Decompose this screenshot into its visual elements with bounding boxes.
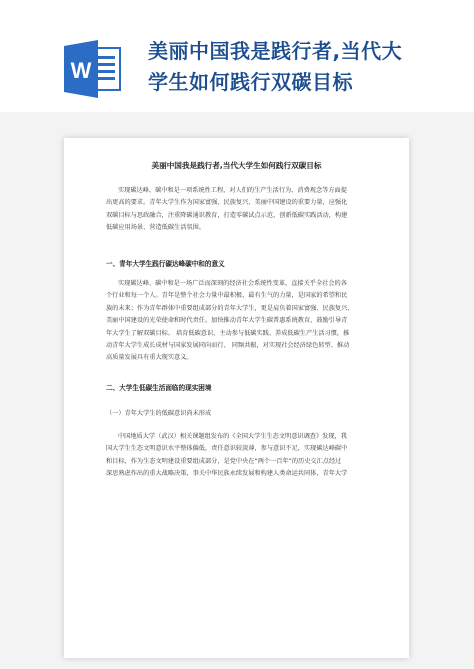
text-line: 出更高的要求。青年大学生作为国家富强、民族复兴、美丽中国建设的重要力量，应强化 [106,199,348,207]
text-line: 族的未来；作为青年群体中重要组成部分的青年大学生，更是肩负着国家富强、民族复兴、 [106,304,354,312]
text-line: 实现碳达峰、碳中和是一项系统性工程，对人们的生产生活行为、消费观念等方面提 [118,187,347,194]
word-document-icon [64,38,122,100]
text-line: 国大学生生态文明意识水平整体偏低，责任意识较淡薄，参与意识不足，实现碳达峰碳中 [106,445,348,453]
banner-title [148,36,458,98]
text-line: 中国地质大学（武汉）相关课题组发布的《全国大学生生态文明意识调查》发现，我 [118,433,347,440]
intro-paragraph [106,185,371,235]
document-title: 美丽中国我是践行者,当代大学生如何践行双碳目标 [151,161,322,170]
text-line: 低碳应用场景，营造低碳生活氛围。 [106,224,205,232]
section-1-heading: 一、青年大学生践行碳达峰碳中和的意义 [106,260,225,268]
text-line: 高质量发展具有重大现实意义。 [106,354,193,362]
banner [0,0,474,112]
text-line: 和目标，作为生态文明建设重要组成部分，是党中央在“两个一百年”的历史交汇点经过 [106,457,342,465]
document-page [64,138,409,658]
section-1-paragraph [106,278,371,365]
text-line: 双碳目标与思政融合，注重降碳通识教育，打造零碳试点示范、创新低碳实践活动，构建 [106,211,348,219]
text-line: 实现碳达峰、碳中和是一场广泛而深刻的经济社会系统性变革，直接关乎全社会的各 [118,280,347,287]
text-line: 深思熟虑作出的重大战略决策，事关中华民族永续发展和构建人类命运共同体，青年大学 [106,470,348,478]
section-2-subheading: （一）青年大学生的低碳意识尚未形成 [106,410,212,417]
section-2-heading: 二、大学生低碳生活面临的现实困境 [106,384,212,392]
text-line: 美丽中国建设的光荣使命和时代责任。加快推动青年大学生碳普惠系统教育，鼓励引导青 [106,317,348,325]
section-2-paragraph [106,431,371,481]
text-line: 个行业和每一个人。青年是整个社会力量中最积极、最有生气的力量，是国家的希望和民 [106,292,348,300]
word-logo-letter: W [70,58,92,83]
banner-title-line-2: 学生如何践行双碳目标 [148,70,353,94]
banner-title-line-1: 美丽中国我是践行者,当代大 [148,39,403,63]
text-line: 年大学生了解双碳目标、 培育低碳意识、主动参与低碳实践、养成低碳生产生活习惯，推 [106,329,350,337]
text-line: 动青年大学生成长成材与国家发展同向而行、 同频共振，对实现社会经济绿色转型、推动 [106,341,350,349]
